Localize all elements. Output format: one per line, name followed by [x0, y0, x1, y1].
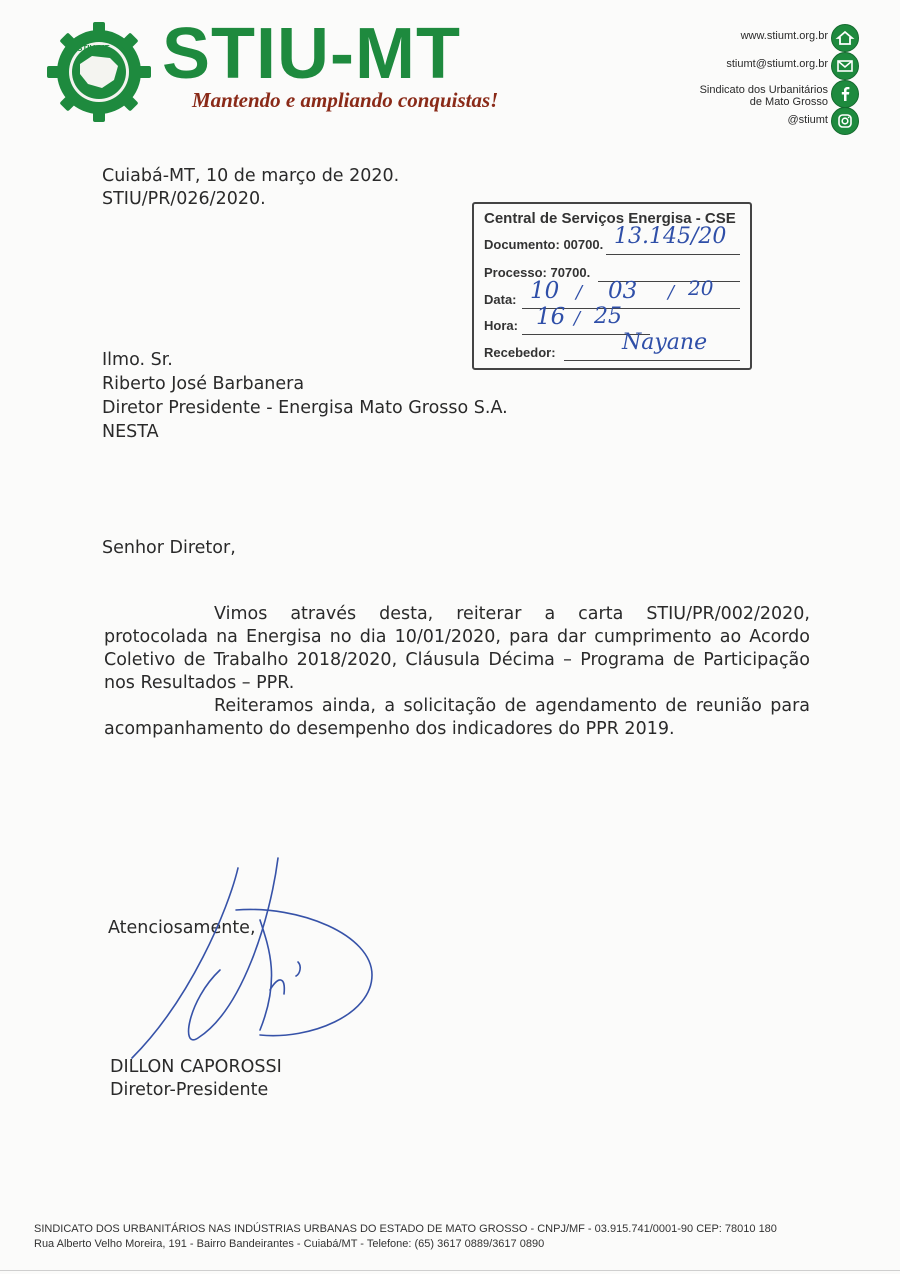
footer-line-2: Rua Alberto Velho Moreira, 191 - Bairro Bandeirantes - Cuiabá/MT - Telefone: (65) 3617 0889/3617 0890 — [34, 1238, 545, 1250]
stamp-data-month: 03 — [608, 278, 638, 304]
home-icon — [831, 24, 859, 52]
facebook-label-line2: de Mato Grosso — [749, 96, 828, 108]
stamp-data-year: 20 — [688, 276, 714, 300]
stamp-documento-line — [606, 254, 740, 255]
recipient-name: Riberto José Barbanera — [102, 374, 305, 394]
logo-lettering: STIU-MT — [77, 44, 110, 53]
mail-icon — [831, 52, 859, 80]
stamp-hora-h: 16 — [536, 304, 566, 330]
footer-line-1: SINDICATO DOS URBANITÁRIOS NAS INDÚSTRIAS URBANAS DO ESTADO DE MATO GROSSO - CNPJ/MF - 03.915.741/0001-90 CEP: 78010 180 — [34, 1223, 777, 1235]
recipient-salutation: Ilmo. Sr. — [102, 350, 173, 370]
stamp-recebedor-label: Recebedor: — [484, 345, 556, 360]
letter-paragraph-2: Reiteramos ainda, a solicitação de agendamento de reunião para acompanhamento do desempenho dos indicadores do PPR 2019. — [104, 696, 810, 739]
stamp-documento-value: 13.145/20 — [614, 224, 727, 249]
email-link[interactable]: stiumt@stiumt.org.br — [726, 58, 828, 70]
facebook-icon — [831, 80, 859, 108]
stamp-recebedor-value: Nayane — [622, 330, 708, 355]
union-logo — [44, 20, 154, 125]
stamp-title: Central de Serviços Energisa - CSE — [484, 210, 736, 227]
letter-greeting: Senhor Diretor, — [102, 538, 236, 558]
brand-title: STIU-MT — [162, 14, 461, 94]
instagram-icon — [831, 107, 859, 135]
stamp-data-label: Data: — [484, 292, 517, 307]
letter-closing: Atenciosamente, — [108, 918, 256, 938]
stamp-recebedor-line — [564, 360, 740, 361]
stamp-processo-label: Processo: 70700. — [484, 265, 591, 280]
place-date: Cuiabá-MT, 10 de março de 2020. — [102, 166, 400, 186]
protocol-stamp: Central de Serviços Energisa - CSE Documento: 00700. 13.145/20 Processo: 70700. Data: 10 / 03 / 20 Hora: 16 / 25 Recebedor: Nayane — [472, 202, 752, 370]
instagram-link[interactable]: @stiumt — [787, 114, 828, 126]
stamp-documento-label: Documento: 00700. — [484, 237, 604, 252]
stamp-data-day: 10 — [530, 278, 560, 304]
brand-slogan: Mantendo e ampliando conquistas! — [192, 88, 499, 112]
facebook-label-line1: Sindicato dos Urbanitários — [699, 84, 828, 96]
recipient-title: Diretor Presidente - Energisa Mato Grosso S.A. — [102, 398, 508, 418]
stamp-hora-label: Hora: — [484, 318, 518, 333]
recipient-location: NESTA — [102, 422, 159, 442]
letter-reference: STIU/PR/026/2020. — [102, 189, 266, 209]
signer-name: DILLON CAPOROSSI — [110, 1057, 282, 1077]
website-link[interactable]: www.stiumt.org.br — [740, 30, 828, 42]
page-bottom-edge — [0, 1270, 900, 1271]
signer-title: Diretor-Presidente — [110, 1080, 269, 1100]
stamp-hora-m: 25 — [594, 304, 622, 329]
letter-paragraph-1: Vimos através desta, reiterar a carta STIU/PR/002/2020, protocolada na Energisa no dia 10/01/2020, para dar cumprimento ao Acordo Coletivo de Trabalho 2018/2020, Cláusula Décima – Programa de Participação nos Resultados – PPR. — [104, 604, 810, 693]
facebook-link[interactable] — [700, 84, 828, 108]
handwritten-signature — [110, 850, 390, 1065]
